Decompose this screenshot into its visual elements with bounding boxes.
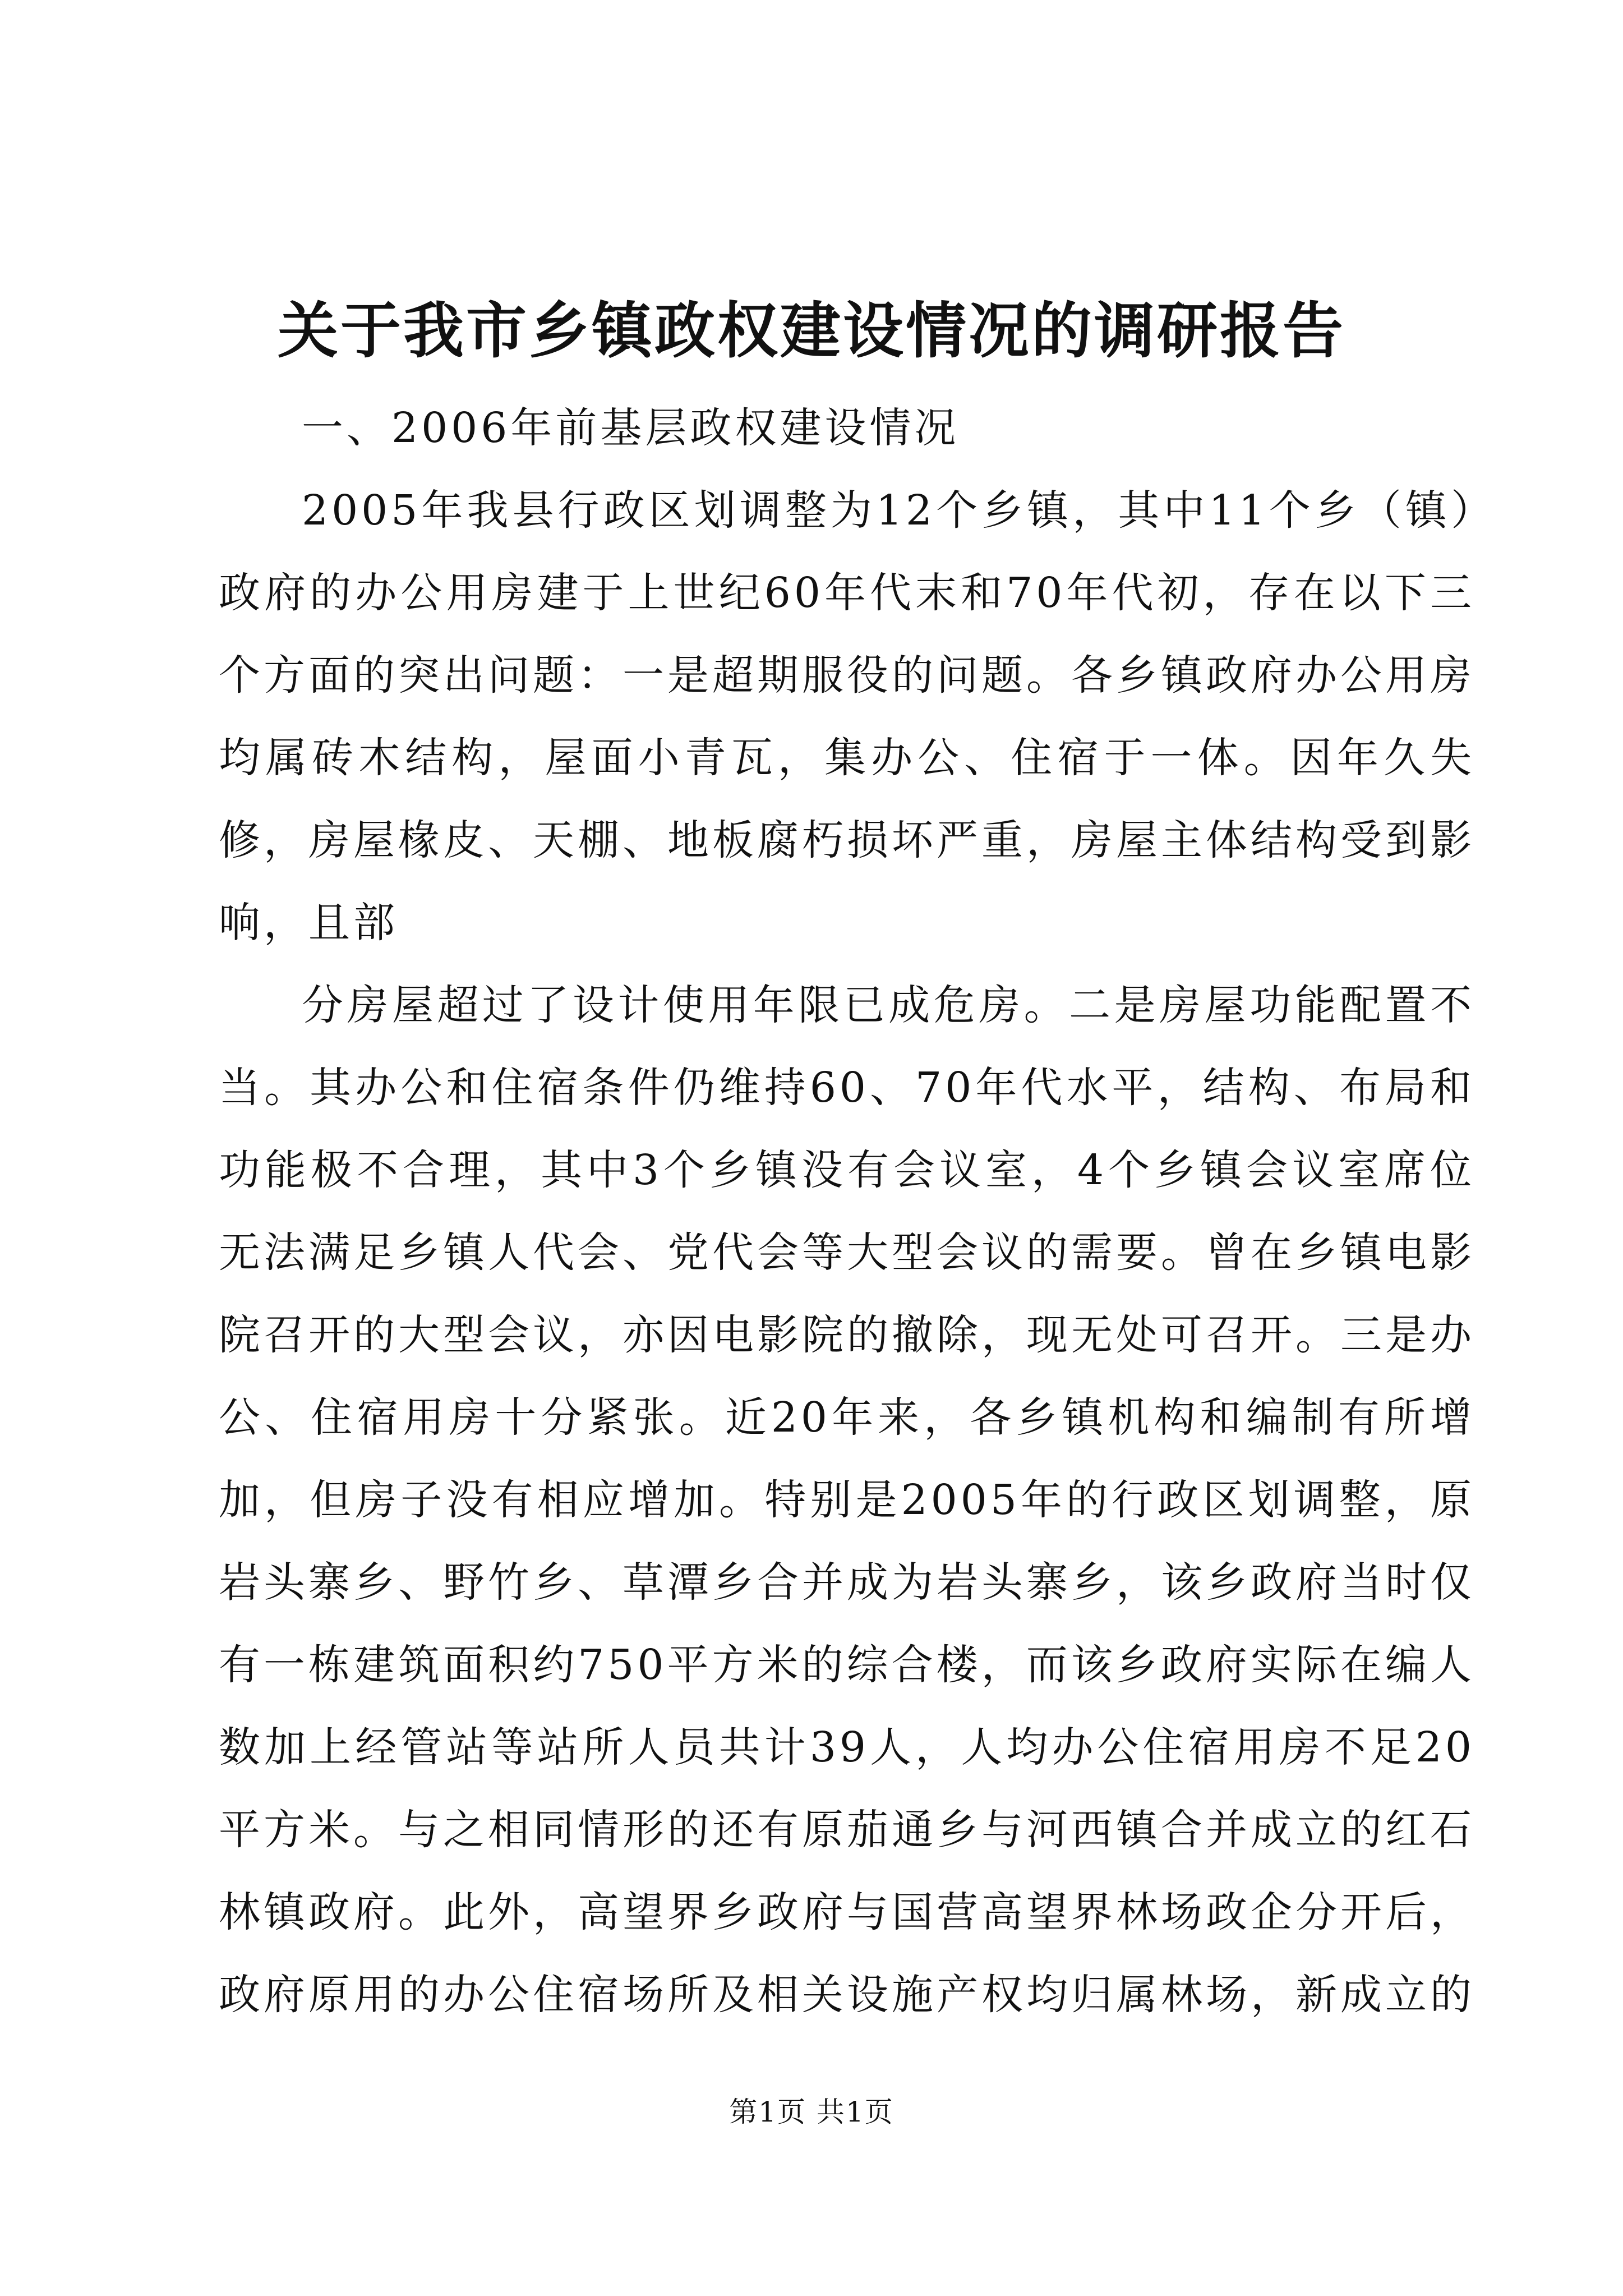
document-body bbox=[219, 387, 1475, 2036]
paragraph: 分房屋超过了设计使用年限已成危房。二是房屋功能配置不当。其办公和住宿条件仍维持60、70年代水平，结构、布局和功能极不合理，其中3个乡镇没有会议室，4个乡镇会议室席位无法满足乡镇人代会、党代会等大型会议的需要。曾在乡镇电影院召开的大型会议，亦因电影院的撤除，现无处可召开。三是办公、住宿用房十分紧张。近20年来，各乡镇机构和编制有所增加，但房子没有相应增加。特别是2005年的行政区划调整，原岩头寨乡、野竹乡、草潭乡合并成为岩头寨乡，该乡政府当时仅有一栋建筑面积约750平方米的综合楼，而该乡政府实际在编人数加上经管站等站所人员共计39人，人均办公住宿用房不足20平方米。与之相同情形的还有原茄通乡与河西镇合并成立的红石林镇政府。此外，高望界乡政府与国营高望界林场政企分开后，政府原用的办公住宿场所及相关设施产权均归属林场，新成立的 bbox=[219, 981, 1475, 2019]
paragraph: 2005年我县行政区划调整为12个乡镇，其中11个乡（镇）政府的办公用房建于上世纪60年代末和70年代初，存在以下三个方面的突出问题：一是超期服役的问题。各乡镇政府办公用房均属砖木结构，屋面小青瓦，集办公、住宿于一体。因年久失修，房屋椽皮、天棚、地板腐朽损坏严重，房屋主体结构受到影响，且部 bbox=[219, 486, 1475, 947]
page-footer: 第1页 共1页 bbox=[729, 2096, 894, 2128]
section-heading: 一、2006年前基层政权建设情况 bbox=[302, 404, 960, 452]
document-title: 关于我市乡镇政权建设情况的调研报告 bbox=[277, 296, 1345, 366]
